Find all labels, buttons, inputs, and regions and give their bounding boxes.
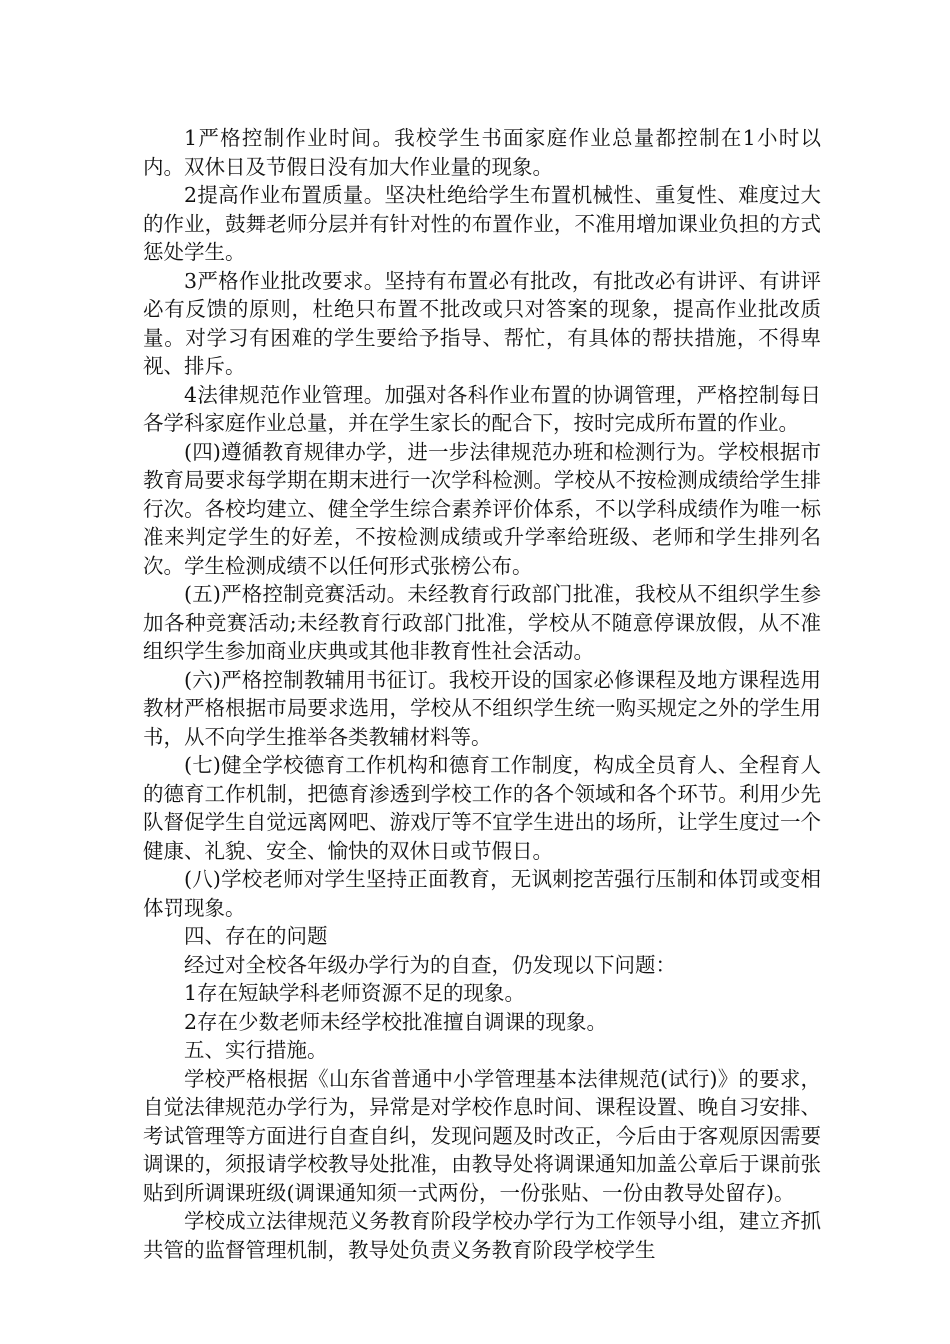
list-item-problem-2: 2存在少数老师未经学校批准擅自调课的现象。 — [184, 1009, 608, 1034]
paragraph-section-7-moral-education: (七)健全学校德育工作机构和德育工作制度，构成全员育人、全程育人的德育工作机制，把德育渗透到学校工作的各个领域和各个环节。利用少先队督促学生自觉远离网吧、游戏厅等不宜学生进出的场所，让学生度过一个健康、礼貌、安全、愉快的双休日或节假日。 — [143, 753, 821, 863]
paragraph-homework-quality: 2提高作业布置质量。坚决杜绝给学生布置机械性、重复性、难度过大的作业，鼓舞老师分层并有针对性的布置作业，不准用增加课业负担的方式惩处学生。 — [143, 183, 821, 264]
paragraph-leadership-group: 学校成立法律规范义务教育阶段学校办学行为工作领导小组，建立齐抓共管的监督管理机制，教导处负责义务教育阶段学校学生 — [143, 1209, 821, 1262]
paragraph-section-4-testing: (四)遵循教育规律办学，进一步法律规范办班和检测行为。学校根据市教育局要求每学期在期末进行一次学科检测。学校从不按检测成绩给学生排行次。各校均建立、健全学生综合素养评价体系，不以学科成绩作为唯一标准来判定学生的好差，不按检测成绩或升学率给班级、老师和学生排列名次。学生检测成绩不以任何形式张榜公布。 — [143, 439, 821, 578]
heading-measures: 五、实行措施。 — [184, 1038, 328, 1062]
paragraph-section-6-textbooks: (六)严格控制教辅用书征订。我校开设的国家必修课程及地方课程选用教材严格根据市局要求选用，学校从不组织学生统一购买规定之外的学生用书，从不向学生推举各类教辅材料等。 — [143, 667, 821, 749]
heading-existing-problems: 四、存在的问题 — [184, 924, 328, 948]
paragraph-section-5-competitions: (五)严格控制竞赛活动。未经教育行政部门批准，我校从不组织学生参加各种竞赛活动;未经教育行政部门批准，学校从不随意停课放假，从不准组织学生参加商业庆典或其他非教育性社会活动。 — [143, 582, 821, 663]
paragraph-measures-regulation: 学校严格根据《山东省普通中小学管理基本法律规范(试行)》的要求，自觉法律规范办学行为，异常是对学校作息时间、课程设置、晚自习安排、考试管理等方面进行自查自纠，发现问题及时改正，今后由于客观原因需要调课的，须报请学校教导处批准，由教导处将调课通知加盖公章后于课前张贴到所调课班级(调课通知须一式两份，一份张贴、一份由教导处留存)。 — [143, 1066, 821, 1205]
document-page — [143, 124, 821, 1264]
list-item-problem-1: 1存在短缺学科老师资源不足的现象。 — [184, 981, 526, 1005]
paragraph-homework-grading: 3严格作业批改要求。坚持有布置必有批改，有批改必有讲评、有讲评必有反馈的原则，杜绝只布置不批改或只对答案的现象，提高作业批改质量。对学习有困难的学生要给予指导、帮忙，有具体的帮扶措施，不得卑视、排斥。 — [143, 268, 821, 378]
paragraph-self-check-intro: 经过对全校各年级办学行为的自查，仍发现以下问题： — [184, 952, 676, 977]
paragraph-homework-time: 1严格控制作业时间。我校学生书面家庭作业总量都控制在1小时以内。双休日及节假日没有加大作业量的现象。 — [143, 126, 821, 179]
paragraph-homework-management: 4法律规范作业管理。加强对各科作业布置的协调管理，严格控制每日各学科家庭作业总量，并在学生家长的配合下，按时完成所布置的作业。 — [143, 382, 821, 435]
paragraph-section-8-positive-education: (八)学校老师对学生坚持正面教育，无讽刺挖苦强行压制和体罚或变相体罚现象。 — [143, 867, 821, 920]
